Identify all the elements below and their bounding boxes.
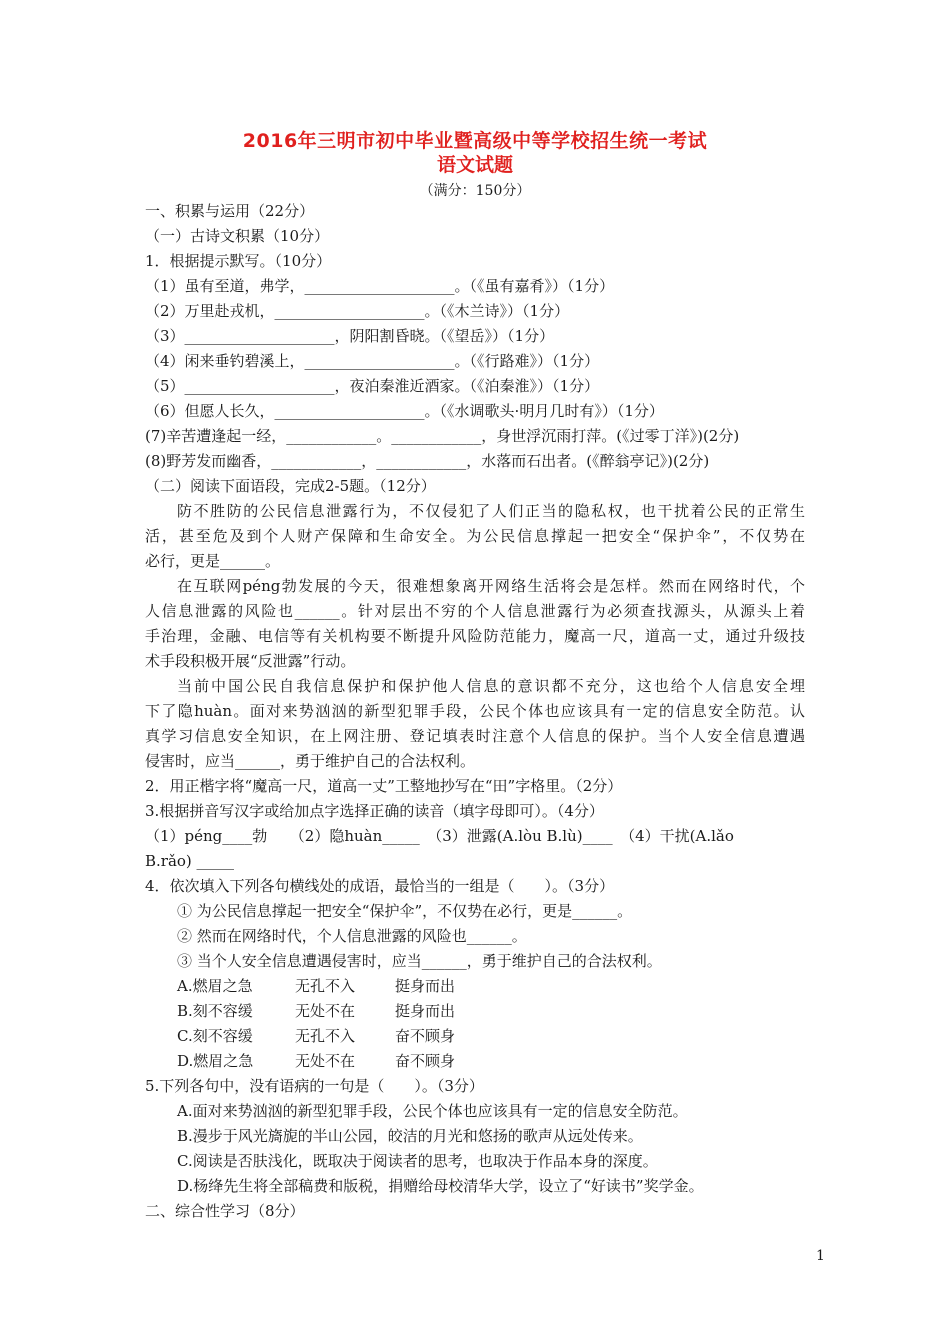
question-5: 5.下列各句中，没有语病的一句是（ ）。（3分） — [145, 1077, 484, 1095]
passage-line: 真学习信息安全知识，在上网注册、登记填表时注意个人信息的保护。当个人安全信息遭遇 — [145, 727, 805, 745]
question-2: 2．用正楷字将“魔高一尺，道高一丈”工整地抄写在“田”字格里。（2分） — [145, 777, 623, 795]
option-word: D.燃眉之急 — [177, 1052, 254, 1070]
question-1-item: （4）闲来垂钓碧溪上，____________________。（《行路难》）（1分） — [145, 352, 600, 370]
passage-line: 侵害时，应当______，勇于维护自己的合法权利。 — [145, 752, 476, 770]
question-4-option — [177, 976, 455, 996]
passage-line: 必行，更是______。 — [145, 552, 281, 570]
option-word: 无处不在 — [295, 1052, 356, 1070]
passage-line: 手治理，金融、电信等有关机构要不断提升风险防范能力，魔高一尺，道高一丈，通过升级技 — [145, 627, 805, 645]
page-number: 1 — [816, 1248, 825, 1264]
passage-line: 在互联网péng勃发展的今天，很难想象离开网络生活将会是怎样。然而在网络时代，个 — [177, 577, 805, 595]
question-1: 1．根据提示默写。（10分） — [145, 252, 332, 270]
question-1-item: （2）万里赴戎机，____________________。（《木兰诗》）（1分） — [145, 302, 570, 320]
option-word: 无孔不入 — [295, 977, 356, 995]
question-5-option: D.杨绛先生将全部稿费和版税，捐赠给母校清华大学，设立了“好读书”奖学金。 — [177, 1177, 704, 1195]
exam-title: 2016年三明市初中毕业暨高级中等学校招生统一考试 — [242, 130, 708, 152]
option-word: 无孔不入 — [295, 1027, 356, 1045]
passage-line: 当前中国公民自我信息保护和保护他人信息的意识都不充分，这也给个人信息安全埋 — [177, 677, 805, 695]
question-5-option: B.漫步于风光旖旎的半山公园，皎洁的月光和悠扬的歌声从远处传来。 — [177, 1127, 643, 1145]
question-1-item: （3）____________________，阴阳割昏晓。（《望岳》）（1分） — [145, 327, 555, 345]
subsection-heading: （二）阅读下面语段，完成2-5题。（12分） — [145, 477, 436, 495]
question-4-option — [177, 1026, 455, 1046]
question-3-items-cont: B.rǎo) _____ — [145, 852, 235, 870]
subsection-heading: （一）古诗文积累（10分） — [145, 227, 330, 245]
question-3: 3.根据拼音写汉字或给加点字选择正确的读音（填字母即可）。（4分） — [145, 802, 604, 820]
option-word: 挺身而出 — [395, 977, 456, 995]
full-score: （满分：150分） — [419, 183, 531, 199]
passage-line: 下了隐huàn。面对来势汹汹的新型犯罪手段，公民个体也应该具有一定的信息安全防范。认 — [145, 702, 805, 720]
question-4-option — [177, 1051, 455, 1071]
passage-line: 术手段积极开展“反泄露”行动。 — [145, 652, 356, 670]
question-1-item: (7)辛苦遭逢起一经，____________。____________，身世浮沉雨打萍。(《过零丁洋》)(2分) — [145, 427, 740, 445]
option-word: 奋不顾身 — [395, 1027, 456, 1045]
passage-line: 防不胜防的公民信息泄露行为，不仅侵犯了人们正当的隐私权，也干扰着公民的正常生 — [177, 502, 805, 520]
question-4-sentence: ① 为公民信息撑起一把安全“保护伞”，不仅势在必行，更是______。 — [177, 902, 633, 920]
passage-line: 人信息泄露的风险也______。针对层出不穷的个人信息泄露行为必须查找源头，从源头上着 — [145, 602, 805, 620]
question-3-items: （1）péng____勃 （2）隐huàn_____ （3）泄露(A.lòu B.lù)____ （4）干扰(A.lǎo — [145, 827, 734, 845]
question-1-item: （5）____________________，夜泊秦淮近酒家。（《泊秦淮》）（1分） — [145, 377, 600, 395]
question-5-option: C.阅读是否肤浅化，既取决于阅读者的思考，也取决于作品本身的深度。 — [177, 1152, 658, 1170]
exam-subtitle: 语文试题 — [436, 154, 513, 176]
question-4-sentence: ② 然而在网络时代，个人信息泄露的风险也______。 — [177, 927, 527, 945]
passage-line: 活，甚至危及到个人财产保障和生命安全。为公民信息撑起一把安全“保护伞”，不仅势在 — [145, 527, 805, 545]
option-word: C.刻不容缓 — [177, 1027, 253, 1045]
option-word: 挺身而出 — [395, 1002, 456, 1020]
option-word: 奋不顾身 — [395, 1052, 456, 1070]
option-word: A.燃眉之急 — [177, 977, 253, 995]
question-5-option: A.面对来势汹汹的新型犯罪手段，公民个体也应该具有一定的信息安全防范。 — [177, 1102, 688, 1120]
section-heading: 一、积累与运用（22分） — [145, 202, 315, 220]
question-1-item: （1）虽有至道，弗学，____________________。（《虽有嘉肴》）（1分） — [145, 277, 615, 295]
question-4-option — [177, 1001, 455, 1021]
question-4: 4．依次填入下列各句横线处的成语，最恰当的一组是（ ）。（3分） — [145, 877, 615, 895]
question-4-sentence: ③ 当个人安全信息遭遇侵害时，应当______，勇于维护自己的合法权利。 — [177, 952, 662, 970]
question-1-item: (8)野芳发而幽香，____________，____________，水落而石出者。(《醉翁亭记》)(2分) — [145, 452, 710, 470]
option-word: 无处不在 — [295, 1002, 356, 1020]
question-1-item: （6）但愿人长久，____________________。（《水调歌头·明月几时有》）（1分） — [145, 402, 664, 420]
option-word: B.刻不容缓 — [177, 1002, 253, 1020]
section-heading: 二、综合性学习（8分） — [145, 1202, 305, 1220]
